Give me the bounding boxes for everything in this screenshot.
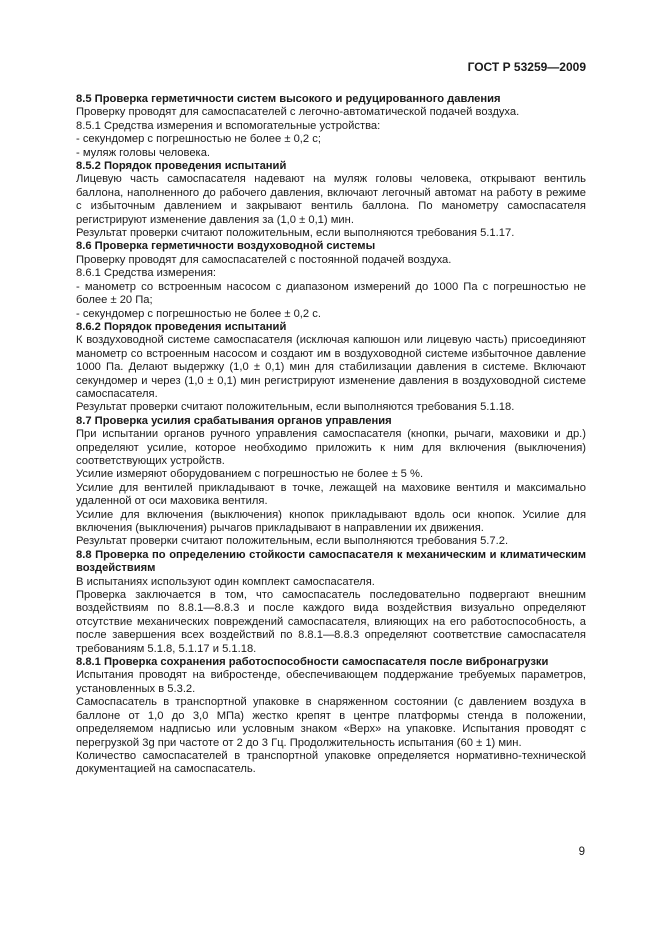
paragraph: Проверку проводят для самоспасателей с постоянной подачей воздуха. <box>76 253 452 266</box>
paragraph: Усилие для вентилей прикладывают в точке, лежащей на маховике вентиля и максимально удаленной от оси маховика вентиля. <box>76 481 586 508</box>
list-item: - муляж головы человека. <box>76 146 211 159</box>
paragraph: Лицевую часть самоспасателя надевают на муляж головы человека, открывают вентиль баллона, наполненного до рабочего давления, включают легочный автомат на работу в режиме с избыточным давлением и закрывают вентиль баллона. По манометру самоспасателя регистрируют изменение давления за (1,0 ± 0,1) мин. <box>76 173 586 226</box>
subsection-8-5-2-title: 8.5.2 Порядок проведения испытаний <box>76 160 287 173</box>
list-item: - секундомер с погрешностью не более ± 0,2 с; <box>76 133 321 146</box>
paragraph: Количество самоспасателей в транспортной упаковке определяется нормативно-технической документацией на самоспасатель. <box>76 749 586 776</box>
paragraph: 8.5.1 Средства измерения и вспомогательные устройства: <box>76 119 381 132</box>
paragraph: Проверка заключается в том, что самоспасатель последовательно подвергают внешним воздействиям по 8.8.1—8.8.3 и после каждого вида воздействия визуально определяют отсутствие механических повреждений самоспасателя, влияющих на его работоспособность, а после завершения всех воздействий по 8.8.1—8.8.3 определяют соответствие самоспасателя требованиям 5.1.8, 5.1.17 и 5.1.18. <box>76 589 586 655</box>
paragraph: Усилие для включения (выключения) кнопок прикладывают вдоль оси кнопок. Усилие для включения (выключения) рычагов прикладывают в направлении их движения. <box>76 508 586 534</box>
list-item: - секундомер с погрешностью не более ± 0,2 с. <box>76 307 321 320</box>
section-8-6-title: 8.6 Проверка герметичности воздуховодной системы <box>76 240 376 253</box>
section-8-5-title: 8.5 Проверка герметичности систем высокого и редуцированного давления <box>76 93 501 105</box>
paragraph: Самоспасатель в транспортной упаковке в снаряженном состоянии (с давлением воздуха в баллоне от 1,0 до 3,0 МПа) жестко крепят в центре платформы стенда в положении, определяемом надписью или условным знаком «Верх» на упаковке. Испытания проводят с перегрузкой 3g при частоте от 2 до 3 Гц. Продолжительность испытания (60 ± 1) мин. <box>76 696 586 749</box>
paragraph: Усилие измеряют оборудованием с погрешностью не более ± 5 %. <box>76 468 424 481</box>
subsection-8-6-2-title: 8.6.2 Порядок проведения испытаний <box>76 320 287 333</box>
subsection-8-8-1-title: 8.8.1 Проверка сохранения работоспособности самоспасателя после вибронагрузки <box>76 656 549 669</box>
section-8-7-title: 8.7 Проверка усилия срабатывания органов управления <box>76 414 392 427</box>
section-8-8-title: 8.8 Проверка по определению стойкости самоспасателя к механическим и климатическим воздействиям <box>76 548 586 575</box>
paragraph: При испытании органов ручного управления самоспасателя (кнопки, рычаги, маховики и др.) определяют усилие, которое необходимо приложить к ним для включения (выключения) соответствующих устройств. <box>76 428 586 467</box>
paragraph: К воздуховодной системе самоспасателя (исключая капюшон или лицевую часть) присоединяют манометр со встроенным насосом и создают им в воздуховодной системе избыточное давление 1000 Па. Делают выдержку (1,0 ± 0,1) мин для стабилизации давления в системе. Включают секундомер и через (1,0 ± 0,1) мин регистрируют изменение давления в воздуховодной системе самоспасателя. <box>76 334 586 400</box>
paragraph: В испытаниях используют один комплект самоспасателя. <box>76 575 375 588</box>
paragraph: Результат проверки считают положительным, если выполняются требования 5.7.2. <box>76 535 509 548</box>
paragraph: Результат проверки считают положительным, если выполняются требования 5.1.17. <box>76 227 515 240</box>
document-body <box>76 93 586 777</box>
paragraph: Результат проверки считают положительным, если выполняются требования 5.1.18. <box>76 401 515 414</box>
list-item: - манометр со встроенным насосом с диапазоном измерений до 1000 Па с погрешностью не более ± 20 Па; <box>76 280 586 307</box>
paragraph: 8.6.1 Средства измерения: <box>76 267 216 280</box>
page-number: 9 <box>578 846 585 858</box>
paragraph: Проверку проводят для самоспасателей с легочно-автоматической подачей воздуха. <box>76 106 520 119</box>
paragraph: Испытания проводят на вибростенде, обеспечивающем поддержание требуемых параметров, установленных в 5.3.2. <box>76 669 586 695</box>
standard-number: ГОСТ Р 53259—2009 <box>467 60 586 74</box>
